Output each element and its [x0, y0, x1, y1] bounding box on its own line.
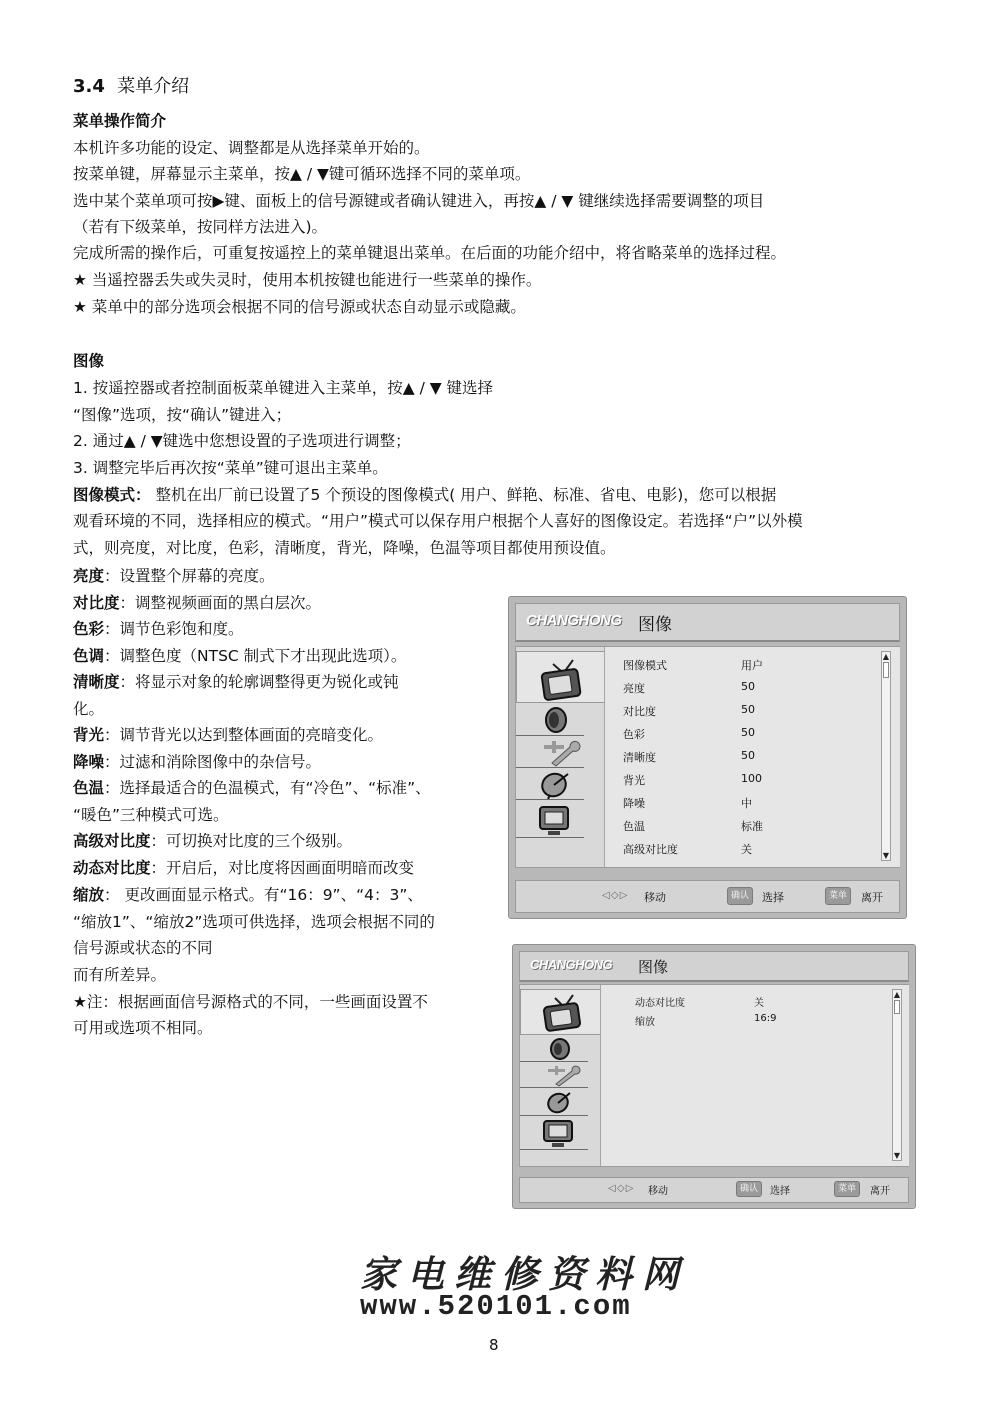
picture-step: 1. 按遥控器或者控制面板菜单键进入主菜单，按▲ / ▼ 键选择 — [73, 379, 494, 397]
picture-item-text: ：调整色度（NTSC 制式下才出现此选项）。 — [104, 647, 407, 665]
picture-note: ★注：根据画面信号源格式的不同，一些画面设置不 — [73, 993, 428, 1011]
menu-row-value: 50 — [741, 749, 755, 762]
picture-item-label: 对比度 — [73, 594, 120, 612]
picture-mode-line — [73, 482, 776, 508]
menu-title: 图像 — [638, 958, 669, 976]
menu-row-label: 高级对比度 — [623, 843, 678, 856]
picture-item-label: 动态对比度 — [73, 859, 151, 877]
menu-row-label: 色彩 — [623, 728, 645, 741]
tab-channel[interactable] — [516, 769, 584, 800]
menu-row-label: 亮度 — [623, 682, 645, 695]
move-arrows-icon: ◁ ◇ ▷ — [608, 1183, 633, 1194]
picture-item — [73, 855, 414, 881]
picture-item-label: 背光 — [73, 726, 105, 744]
tab-sound[interactable] — [516, 705, 584, 736]
picture-item — [73, 669, 399, 695]
intro-line: 选中某个菜单项可按▶键、面板上的信号源键或者确认键进入，再按▲ / ▼ 键继续选择需要调整的项目 — [73, 192, 765, 210]
brand-logo: CHANGHONG — [530, 957, 613, 972]
menu-row-label: 背光 — [623, 774, 645, 787]
picture-item — [73, 962, 166, 988]
picture-item-text: ：过滤和消除图像中的杂信号。 — [104, 753, 322, 771]
footer-exit: 离开 — [870, 1186, 890, 1197]
menu-row-value: 标准 — [741, 820, 763, 833]
confirm-key-icon: 确认 — [727, 887, 753, 905]
picture-mode-text: 式，则亮度，对比度，色彩，清晰度，背光，降噪，色温等项目都使用预设值。 — [73, 539, 616, 557]
picture-mode-text: 观看环境的不同，选择相应的模式。“用户”模式可以保存用户根据个人喜好的图像设定。若选择“户”以外模 — [73, 512, 803, 530]
tab-picture[interactable] — [516, 651, 605, 703]
picture-item — [73, 909, 435, 935]
picture-item — [73, 775, 431, 801]
tab-channel[interactable] — [520, 1089, 588, 1116]
picture-item-text: “暖色”三种模式可选。 — [73, 806, 229, 824]
tab-settings[interactable] — [520, 1063, 588, 1088]
footer-select: 选择 — [770, 1186, 790, 1197]
picture-item-text: ：选择最适合的色温模式，有“冷色”、“标准”、 — [104, 779, 431, 797]
intro-line: 完成所需的操作后，可重复按遥控上的菜单键退出菜单。在后面的功能介绍中，将省略菜单的选择过程。 — [73, 244, 787, 262]
menu-row-value: 关 — [741, 843, 752, 856]
menu-row-value: 16:9 — [754, 1013, 777, 1024]
picture-item-label: 高级对比度 — [73, 832, 151, 850]
menu-row-label: 对比度 — [623, 705, 656, 718]
picture-item-text: 而有所差异。 — [73, 966, 167, 984]
move-arrows-icon: ◁ ◇ ▷ — [602, 890, 627, 901]
footer-select: 选择 — [762, 891, 784, 904]
tab-settings[interactable] — [516, 737, 584, 768]
menu-row-value: 50 — [741, 726, 755, 739]
menu-row-value: 中 — [741, 797, 752, 810]
tab-picture[interactable] — [520, 989, 601, 1035]
satellite-dish-icon — [520, 1089, 588, 1115]
watermark-title: 家电维修资料网 — [360, 1252, 689, 1296]
picture-step: “图像”选项，按“确认”键进入； — [73, 406, 292, 424]
tab-pc[interactable] — [520, 1117, 588, 1150]
menu-row-label: 色温 — [623, 820, 645, 833]
picture-item-label: 清晰度 — [73, 673, 120, 691]
scroll-down-icon[interactable]: ▼ — [893, 1151, 901, 1160]
picture-item-text: ：调节色彩饱和度。 — [104, 620, 244, 638]
picture-item-label: 色彩 — [73, 620, 105, 638]
picture-item — [73, 749, 321, 775]
tools-icon — [516, 737, 584, 767]
picture-item — [73, 696, 104, 722]
menu-row-label: 缩放 — [635, 1017, 655, 1028]
page-number: 8 — [489, 1336, 499, 1354]
tv-icon — [517, 652, 605, 702]
intro-heading: 菜单操作简介 — [73, 112, 167, 130]
picture-item-text: ：开启后，对比度将因画面明暗而改变 — [150, 859, 415, 877]
picture-item-label: 亮度 — [73, 567, 105, 585]
scroll-up-icon[interactable]: ▲ — [893, 990, 901, 999]
intro-note: ★ 当遥控器丢失或失灵时，使用本机按键也能进行一些菜单的操作。 — [73, 271, 542, 289]
picture-item-label: 色调 — [73, 647, 105, 665]
speaker-icon — [516, 705, 584, 735]
picture-mode-label: 图像模式： — [73, 486, 151, 504]
menu-row-label: 动态对比度 — [635, 998, 685, 1009]
footer-move: 移动 — [648, 1186, 668, 1197]
scroll-thumb[interactable] — [883, 662, 889, 678]
menu-key-icon: 菜单 — [834, 1181, 860, 1197]
picture-item — [73, 882, 423, 908]
section-number: 3.4 — [73, 76, 105, 97]
picture-item — [73, 935, 213, 961]
picture-item — [73, 722, 383, 748]
menu-header — [515, 603, 900, 642]
scrollbar[interactable] — [892, 989, 902, 1161]
menu-footer — [519, 1177, 909, 1203]
menu-row-value: 关 — [754, 998, 764, 1009]
confirm-key-icon: 确认 — [736, 1181, 762, 1197]
speaker-icon — [520, 1037, 588, 1061]
picture-item — [73, 616, 244, 642]
menu-row-value: 用户 — [741, 659, 763, 672]
menu-row-value: 50 — [741, 703, 755, 716]
menu-body — [519, 984, 909, 1167]
picture-item-text: ： 更改画面显示格式。有“16：9”、“4：3”、 — [104, 886, 423, 904]
menu-title: 图像 — [638, 615, 672, 635]
picture-item — [73, 828, 352, 854]
satellite-dish-icon — [516, 769, 584, 799]
picture-mode-text: 整机在出厂前已设置了5 个预设的图像模式( 用户、鲜艳、标准、省电、电影)，您可以根据 — [150, 486, 777, 504]
picture-item-text: “缩放1”、“缩放2”选项可供选择，选项会根据不同的 — [73, 913, 435, 931]
picture-note: 可用或选项不相同。 — [73, 1019, 213, 1037]
intro-line: 本机许多功能的设定、调整都是从选择菜单开始的。 — [73, 139, 430, 157]
monitor-icon — [516, 803, 584, 837]
footer-exit: 离开 — [861, 891, 883, 904]
monitor-icon — [520, 1117, 588, 1149]
picture-item-text: ：设置整个屏幕的亮度。 — [104, 567, 275, 585]
picture-step: 2. 通过▲ / ▼键选中您想设置的子选项进行调整； — [73, 432, 411, 450]
picture-item-text: ：调整视频画面的黑白层次。 — [119, 594, 322, 612]
menu-header — [519, 951, 909, 982]
picture-item-text: ：可切换对比度的三个级别。 — [150, 832, 353, 850]
intro-note: ★ 菜单中的部分选项会根据不同的信号源或状态自动显示或隐藏。 — [73, 298, 526, 316]
menu-body — [515, 646, 900, 868]
menu-row-label: 清晰度 — [623, 751, 656, 764]
picture-item-label: 缩放 — [73, 886, 105, 904]
menu-row-value: 50 — [741, 680, 755, 693]
picture-item — [73, 563, 275, 589]
menu-screen-2 — [512, 944, 916, 1209]
menu-row-label: 降噪 — [623, 797, 645, 810]
menu-key-icon: 菜单 — [825, 887, 851, 905]
scroll-down-icon[interactable]: ▼ — [882, 851, 890, 860]
section-heading — [73, 72, 189, 98]
scroll-up-icon[interactable]: ▲ — [882, 652, 890, 661]
scroll-thumb[interactable] — [894, 1000, 900, 1014]
menu-row-label: 图像模式 — [623, 659, 667, 672]
menu-row-value: 100 — [741, 772, 762, 785]
picture-item-text: ：将显示对象的轮廓调整得更为锐化或钝 — [119, 673, 399, 691]
picture-item-text: 化。 — [73, 700, 105, 718]
scrollbar[interactable] — [881, 651, 891, 861]
intro-line: （若有下级菜单，按同样方法进入)。 — [73, 218, 328, 236]
menu-content — [600, 985, 909, 1166]
picture-item-text: 信号源或状态的不同 — [73, 939, 213, 957]
picture-heading: 图像 — [73, 352, 105, 370]
picture-item-label: 色温 — [73, 779, 105, 797]
section-title: 菜单介绍 — [117, 76, 190, 97]
tab-sound[interactable] — [520, 1037, 588, 1062]
tv-icon — [521, 990, 601, 1034]
picture-item-text: ：调节背光以达到整体画面的亮暗变化。 — [104, 726, 384, 744]
intro-line: 按菜单键，屏幕显示主菜单，按▲ / ▼键可循环选择不同的菜单项。 — [73, 165, 531, 183]
footer-move: 移动 — [644, 891, 666, 904]
menu-screen-1 — [508, 596, 907, 919]
picture-item — [73, 590, 321, 616]
picture-item — [73, 802, 229, 828]
picture-step: 3. 调整完毕后再次按“菜单”键可退出主菜单。 — [73, 459, 388, 477]
picture-item — [73, 643, 406, 669]
menu-content — [604, 647, 900, 867]
brand-logo: CHANGHONG — [526, 612, 622, 629]
tools-icon — [520, 1063, 588, 1087]
menu-footer — [515, 880, 900, 913]
picture-item-label: 降噪 — [73, 753, 105, 771]
tab-pc[interactable] — [516, 803, 584, 838]
watermark-url: www.520101.com — [360, 1290, 632, 1323]
